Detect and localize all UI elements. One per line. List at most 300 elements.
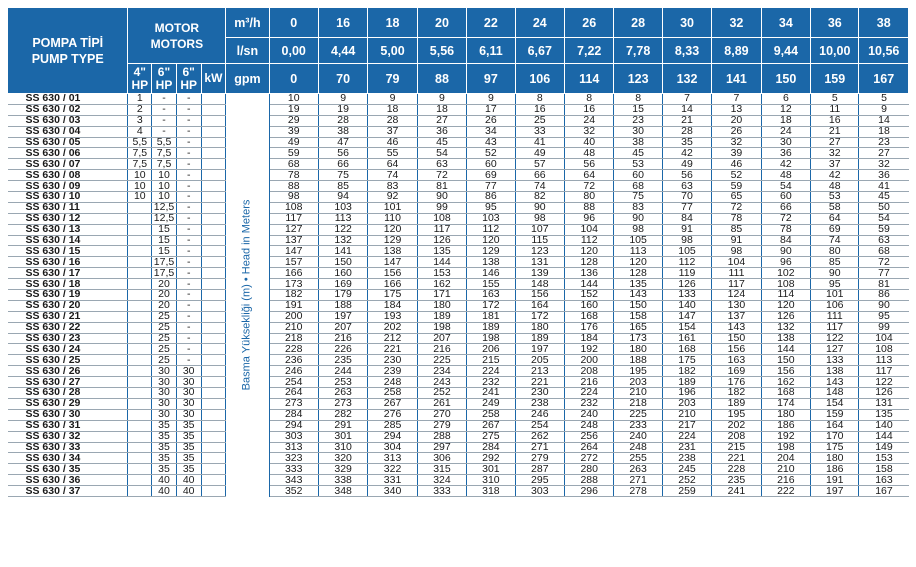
motor-kw: [201, 202, 226, 213]
motor-4in-hp: [128, 322, 152, 333]
head-value: 180: [761, 409, 810, 420]
head-value: 113: [318, 213, 367, 224]
head-value: 18: [859, 126, 909, 137]
flow-lsn-value: 0,00: [269, 38, 318, 64]
head-value: 252: [417, 388, 466, 399]
motor-kw: [201, 170, 226, 181]
head-value: 117: [417, 224, 466, 235]
motor-4in-hp: 4: [128, 126, 152, 137]
table-row: [8, 464, 909, 475]
head-value: 75: [318, 170, 367, 181]
head-value: 276: [368, 409, 417, 420]
head-value: 210: [662, 409, 711, 420]
head-value: 27: [859, 148, 909, 159]
motor-6in-hp-header-a: [152, 64, 177, 94]
head-value: 132: [761, 322, 810, 333]
head-value: 202: [712, 420, 761, 431]
table-row: [8, 486, 909, 497]
motor-6in-hp-a: -: [152, 115, 177, 126]
head-value: 74: [811, 235, 859, 246]
head-value: 72: [712, 202, 761, 213]
pump-model-name: SS 630 / 37: [8, 486, 128, 497]
table-row: [8, 475, 909, 486]
head-value: 147: [269, 246, 318, 257]
head-value: 26: [712, 126, 761, 137]
motor-6in-hp-b: -: [176, 170, 201, 181]
head-value: 176: [712, 377, 761, 388]
head-value: 124: [712, 290, 761, 301]
head-value: 56: [662, 170, 711, 181]
head-value: 207: [417, 333, 466, 344]
pump-model-name: SS 630 / 02: [8, 104, 128, 115]
head-value: 19: [269, 104, 318, 115]
head-value: 240: [565, 409, 614, 420]
head-value: 186: [761, 420, 810, 431]
head-value: 147: [368, 257, 417, 268]
head-value: 210: [761, 464, 810, 475]
head-value: 205: [515, 355, 564, 366]
motor-kw: [201, 246, 226, 257]
flow-gpm-value: 114: [565, 64, 614, 94]
head-value: 42: [811, 170, 859, 181]
head-value: 224: [662, 431, 711, 442]
head-value: 48: [761, 170, 810, 181]
pump-model-name: SS 630 / 13: [8, 224, 128, 235]
head-value: 333: [417, 486, 466, 497]
pump-model-name: SS 630 / 24: [8, 344, 128, 355]
head-value: 8: [614, 94, 662, 105]
motor-4in-size: 4": [133, 64, 146, 79]
head-value: 226: [318, 344, 367, 355]
motor-6in-hp-header-b: [176, 64, 201, 94]
head-value: 127: [811, 344, 859, 355]
motor-6in-hp-a: 15: [152, 246, 177, 257]
head-value: 267: [368, 398, 417, 409]
head-value: 313: [269, 442, 318, 453]
head-value: 196: [662, 388, 711, 399]
head-value: 54: [417, 148, 466, 159]
head-value: 131: [515, 257, 564, 268]
head-value: 111: [712, 268, 761, 279]
flow-gpm-value: 167: [859, 64, 909, 94]
head-value: 90: [614, 213, 662, 224]
head-value: 240: [614, 431, 662, 442]
head-value: 38: [318, 126, 367, 137]
motor-6in-hp-a: 30: [152, 388, 177, 399]
motor-6in-hp-b: -: [176, 137, 201, 148]
motor-6in-hp-b: 30: [176, 377, 201, 388]
head-value: 143: [614, 290, 662, 301]
head-value: 244: [318, 366, 367, 377]
head-value: 303: [269, 431, 318, 442]
head-value: 135: [614, 279, 662, 290]
head-value: 271: [614, 475, 662, 486]
motor-6in-hp-a: 25: [152, 322, 177, 333]
head-value: 128: [614, 268, 662, 279]
head-value: 98: [515, 213, 564, 224]
head-value: 189: [467, 322, 515, 333]
head-value: 78: [712, 213, 761, 224]
head-value: 77: [859, 268, 909, 279]
pump-model-name: SS 630 / 17: [8, 268, 128, 279]
head-value: 168: [662, 344, 711, 355]
motor-kw: [201, 420, 226, 431]
head-value: 175: [368, 290, 417, 301]
table-row: [8, 126, 909, 137]
head-value: 21: [662, 115, 711, 126]
head-value: 259: [662, 486, 711, 497]
motor-kw: [201, 192, 226, 203]
head-value: 284: [269, 409, 318, 420]
head-value: 40: [565, 137, 614, 148]
motor-4in-hp: [128, 235, 152, 246]
flow-gpm-value: 159: [811, 64, 859, 94]
head-value: 189: [712, 398, 761, 409]
head-value: 122: [811, 333, 859, 344]
head-value: 95: [811, 279, 859, 290]
head-value: 236: [269, 355, 318, 366]
flow-m3h-value: 28: [614, 8, 662, 38]
head-value: 83: [368, 181, 417, 192]
head-value: 53: [614, 159, 662, 170]
head-value: 224: [467, 366, 515, 377]
head-value: 69: [811, 224, 859, 235]
head-value: 68: [269, 159, 318, 170]
head-value: 210: [614, 388, 662, 399]
head-value: 96: [565, 213, 614, 224]
pump-model-name: SS 630 / 03: [8, 115, 128, 126]
head-value: 98: [269, 192, 318, 203]
head-value: 32: [565, 126, 614, 137]
head-value: 154: [662, 322, 711, 333]
head-value: 126: [761, 311, 810, 322]
head-value: 166: [368, 279, 417, 290]
head-value: 81: [859, 279, 909, 290]
head-value: 36: [761, 148, 810, 159]
head-value: 235: [318, 355, 367, 366]
table-row: [8, 409, 909, 420]
flow-gpm-value: 88: [417, 64, 466, 94]
head-value: 70: [662, 192, 711, 203]
head-value: 306: [417, 453, 466, 464]
head-value: 108: [761, 279, 810, 290]
motor-6in-hp-b: 40: [176, 475, 201, 486]
table-row: [8, 453, 909, 464]
head-value: 7: [662, 94, 711, 105]
head-value: 200: [565, 355, 614, 366]
motor-kw: [201, 442, 226, 453]
head-value: 159: [811, 409, 859, 420]
head-value: 126: [417, 235, 466, 246]
flow-gpm-value: 97: [467, 64, 515, 94]
head-value: 310: [318, 442, 367, 453]
head-value: 86: [859, 290, 909, 301]
pump-model-name: SS 630 / 34: [8, 453, 128, 464]
pump-model-name: SS 630 / 30: [8, 409, 128, 420]
motor-6in-hp-a: 10: [152, 170, 177, 181]
motor-6in-hp-a: 35: [152, 442, 177, 453]
head-value: 297: [417, 442, 466, 453]
head-value: 171: [417, 290, 466, 301]
head-value: 103: [318, 202, 367, 213]
motor-6in-hp-a: 30: [152, 366, 177, 377]
head-value: 23: [614, 115, 662, 126]
head-value: 80: [565, 192, 614, 203]
head-value: 164: [515, 300, 564, 311]
head-value: 180: [811, 453, 859, 464]
head-value: 8: [565, 94, 614, 105]
motor-kw: [201, 311, 226, 322]
flow-m3h-value: 24: [515, 8, 564, 38]
head-value: 348: [318, 486, 367, 497]
head-value: 36: [859, 170, 909, 181]
head-value: 191: [811, 475, 859, 486]
motor-kw: [201, 322, 226, 333]
pump-model-name: SS 630 / 31: [8, 420, 128, 431]
head-value: 8: [515, 94, 564, 105]
head-value: 164: [811, 420, 859, 431]
motor-kw: [201, 355, 226, 366]
head-value: 14: [859, 115, 909, 126]
head-value: 136: [565, 268, 614, 279]
head-value: 216: [318, 333, 367, 344]
motor-4in-hp: 10: [128, 181, 152, 192]
head-value: 224: [565, 388, 614, 399]
head-value: 280: [565, 464, 614, 475]
motor-6in-hp-a: 30: [152, 398, 177, 409]
head-value: 45: [859, 192, 909, 203]
motor-6in-hp-b: -: [176, 246, 201, 257]
head-value: 198: [761, 442, 810, 453]
head-value: 9: [417, 94, 466, 105]
head-value: 157: [269, 257, 318, 268]
motor-6in-hp-a: 25: [152, 311, 177, 322]
flow-lsn-value: 10,00: [811, 38, 859, 64]
head-value: 91: [712, 235, 761, 246]
head-value: 85: [811, 257, 859, 268]
head-value: 120: [565, 246, 614, 257]
motor-6in-hp-b: 30: [176, 388, 201, 399]
motor-6in-hp-b: 40: [176, 486, 201, 497]
head-value: 272: [565, 453, 614, 464]
motor-kw: [201, 159, 226, 170]
motor-6in-hp-b: -: [176, 148, 201, 159]
motor-6in-hp-a: 25: [152, 333, 177, 344]
head-value: 120: [614, 257, 662, 268]
head-value: 16: [811, 115, 859, 126]
head-value: 158: [859, 464, 909, 475]
head-value: 296: [565, 486, 614, 497]
motor-4in-hp: 10: [128, 170, 152, 181]
motor-kw: [201, 398, 226, 409]
head-value: 52: [467, 148, 515, 159]
motor-kw: [201, 137, 226, 148]
head-value: 235: [712, 475, 761, 486]
motor-6in-hp-a: 40: [152, 486, 177, 497]
head-value: 284: [467, 442, 515, 453]
head-value: 143: [712, 322, 761, 333]
flow-m3h-value: 0: [269, 8, 318, 38]
head-value: 114: [761, 290, 810, 301]
head-value: 248: [565, 420, 614, 431]
motor-4in-hp: 5,5: [128, 137, 152, 148]
pump-model-name: SS 630 / 28: [8, 388, 128, 399]
head-value: 153: [417, 268, 466, 279]
head-value: 39: [269, 126, 318, 137]
table-row: [8, 268, 909, 279]
head-value: 150: [318, 257, 367, 268]
head-value: 279: [417, 420, 466, 431]
unit-label-m3h: m³/h: [226, 8, 269, 38]
head-value: 149: [859, 442, 909, 453]
head-value: 57: [515, 159, 564, 170]
head-value: 110: [368, 213, 417, 224]
pump-type-label-en: PUMP TYPE: [31, 51, 104, 66]
flow-lsn-value: 8,33: [662, 38, 711, 64]
head-value: 238: [515, 398, 564, 409]
head-value: 92: [368, 192, 417, 203]
head-value: 6: [761, 94, 810, 105]
head-value: 207: [318, 322, 367, 333]
table-row: [8, 159, 909, 170]
head-value: 129: [368, 235, 417, 246]
motor-6in-hp-b: 35: [176, 420, 201, 431]
head-value: 108: [269, 202, 318, 213]
pump-model-name: SS 630 / 22: [8, 322, 128, 333]
pump-model-name: SS 630 / 33: [8, 442, 128, 453]
table-row: [8, 181, 909, 192]
motor-6in-hp-b: -: [176, 192, 201, 203]
head-value: 126: [662, 279, 711, 290]
motor-kw: [201, 213, 226, 224]
head-value: 137: [712, 311, 761, 322]
motor-kw: [201, 290, 226, 301]
head-value: 144: [417, 257, 466, 268]
head-value: 86: [467, 192, 515, 203]
head-value: 126: [859, 388, 909, 399]
head-value: 206: [467, 344, 515, 355]
head-value: 188: [318, 300, 367, 311]
head-value: 168: [761, 388, 810, 399]
motor-kw: [201, 475, 226, 486]
head-value: 66: [515, 170, 564, 181]
unit-label-lsn: l/sn: [226, 38, 269, 64]
head-value: 9: [859, 104, 909, 115]
head-value: 46: [368, 137, 417, 148]
head-value: 122: [859, 377, 909, 388]
motor-4in-hp: 1: [128, 94, 152, 105]
head-value: 186: [811, 464, 859, 475]
head-value: 101: [811, 290, 859, 301]
head-value: 68: [859, 246, 909, 257]
head-value: 238: [662, 453, 711, 464]
head-value: 85: [318, 181, 367, 192]
head-value: 52: [712, 170, 761, 181]
head-value: 123: [515, 246, 564, 257]
head-value: 56: [565, 159, 614, 170]
head-value: 9: [318, 94, 367, 105]
table-row: [8, 246, 909, 257]
head-value: 153: [859, 453, 909, 464]
head-value: 48: [565, 148, 614, 159]
flow-lsn-value: 5,00: [368, 38, 417, 64]
motor-6in-unit-b: HP: [180, 77, 198, 92]
motor-6in-hp-b: -: [176, 126, 201, 137]
head-value: 191: [269, 300, 318, 311]
head-value: 241: [712, 486, 761, 497]
head-value: 104: [859, 333, 909, 344]
head-value: 63: [662, 181, 711, 192]
head-value: 82: [515, 192, 564, 203]
head-value: 182: [269, 290, 318, 301]
motor-4in-hp: [128, 279, 152, 290]
pump-model-name: SS 630 / 09: [8, 181, 128, 192]
head-value: 60: [761, 192, 810, 203]
head-value: 184: [565, 333, 614, 344]
head-value: 32: [712, 137, 761, 148]
motor-6in-hp-a: 35: [152, 420, 177, 431]
head-value: 65: [712, 192, 761, 203]
motor-6in-hp-a: 7,5: [152, 148, 177, 159]
pump-model-name: SS 630 / 06: [8, 148, 128, 159]
head-value: 49: [515, 148, 564, 159]
head-value: 338: [318, 475, 367, 486]
motor-6in-hp-a: 35: [152, 453, 177, 464]
motor-4in-hp: [128, 355, 152, 366]
head-value: 193: [368, 311, 417, 322]
head-value: 150: [712, 333, 761, 344]
motor-6in-hp-a: 40: [152, 475, 177, 486]
head-value: 320: [318, 453, 367, 464]
head-value: 104: [565, 224, 614, 235]
head-value: 28: [318, 115, 367, 126]
head-value: 56: [318, 148, 367, 159]
head-value: 275: [467, 431, 515, 442]
head-value: 91: [662, 224, 711, 235]
motor-4in-hp: [128, 333, 152, 344]
table-row: [8, 366, 909, 377]
motor-6in-hp-b: -: [176, 235, 201, 246]
head-value: 35: [662, 137, 711, 148]
flow-lsn-value: 7,78: [614, 38, 662, 64]
motor-6in-hp-a: 17,5: [152, 268, 177, 279]
head-value: 132: [318, 235, 367, 246]
head-value: 152: [565, 290, 614, 301]
head-value: 146: [467, 268, 515, 279]
head-value: 108: [417, 213, 466, 224]
motor-kw: [201, 366, 226, 377]
head-value: 28: [662, 126, 711, 137]
head-value: 288: [417, 431, 466, 442]
head-value: 216: [417, 344, 466, 355]
motor-6in-hp-b: -: [176, 344, 201, 355]
head-value: 228: [269, 344, 318, 355]
head-value: 150: [761, 355, 810, 366]
motor-kw: [201, 377, 226, 388]
head-value: 30: [614, 126, 662, 137]
motor-4in-hp: [128, 224, 152, 235]
head-value: 50: [859, 202, 909, 213]
flow-m3h-value: 18: [368, 8, 417, 38]
head-value: 119: [662, 268, 711, 279]
head-value: 204: [761, 453, 810, 464]
head-value: 147: [662, 311, 711, 322]
head-value: 352: [269, 486, 318, 497]
motor-4in-hp: [128, 257, 152, 268]
head-value: 58: [811, 202, 859, 213]
head-value: 197: [811, 486, 859, 497]
head-value: 166: [269, 268, 318, 279]
